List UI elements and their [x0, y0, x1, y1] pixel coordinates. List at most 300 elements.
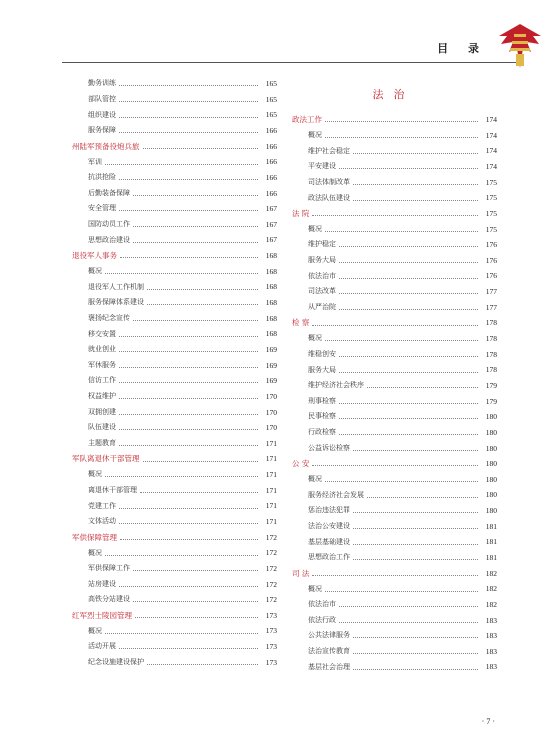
toc-entry[interactable]	[70, 295, 277, 311]
toc-entry[interactable]	[70, 185, 277, 201]
dot-leader	[133, 570, 258, 571]
toc-entry[interactable]	[290, 159, 497, 175]
toc-entry[interactable]	[290, 644, 497, 660]
toc-entry-page: 168	[265, 313, 277, 323]
dot-leader	[119, 117, 258, 118]
toc-entry-page: 168	[265, 298, 277, 308]
toc-entry-label: 司法体制改革	[308, 177, 350, 186]
toc-left-column	[70, 76, 277, 670]
dot-leader	[120, 539, 258, 540]
dot-leader	[353, 512, 478, 513]
toc-entry-page: 166	[265, 141, 277, 151]
dot-leader	[119, 85, 258, 86]
toc-category-entry[interactable]	[70, 248, 277, 264]
toc-entry-label: 国防动员工作	[88, 220, 130, 229]
dot-leader	[325, 481, 478, 482]
toc-entry-label: 从严治院	[308, 303, 336, 311]
dot-leader	[147, 664, 258, 665]
toc-entry[interactable]	[70, 545, 277, 561]
toc-entry-page: 167	[265, 204, 277, 214]
toc-entry[interactable]	[70, 279, 277, 295]
dot-leader	[143, 148, 259, 149]
dot-leader	[147, 289, 258, 290]
toc-entry-page: 180	[485, 443, 497, 453]
toc-entry-label: 司 法	[292, 568, 310, 578]
toc-entry-page: 183	[485, 662, 497, 672]
dot-leader	[353, 200, 478, 201]
toc-entry-page: 172	[265, 563, 277, 573]
toc-entry-page: 174	[485, 146, 497, 156]
toc-entry-page: 171	[265, 454, 277, 464]
dot-leader	[325, 340, 478, 341]
toc-entry-label: 活动开展	[88, 642, 116, 651]
dot-leader	[325, 121, 478, 122]
toc-entry-page: 166	[265, 188, 277, 198]
dot-leader	[119, 586, 258, 587]
toc-category-entry[interactable]	[70, 608, 277, 624]
toc-entry-label: 离退休干部管理	[88, 485, 137, 494]
toc-entry-label: 文体活动	[88, 517, 116, 526]
toc-entry-label: 权益维护	[88, 392, 116, 401]
dot-leader	[119, 210, 258, 211]
toc-entry-page: 171	[265, 501, 277, 511]
toc-entry-label: 服务经济社会发展	[308, 490, 364, 499]
dot-leader	[133, 242, 258, 243]
dot-leader	[119, 351, 258, 352]
dot-leader	[312, 215, 478, 216]
toc-entry-page: 171	[265, 485, 277, 495]
toc-entry[interactable]	[70, 358, 277, 374]
toc-entry[interactable]	[290, 487, 497, 503]
toc-entry-label: 站房建设	[88, 579, 116, 588]
toc-entry-page: 183	[485, 615, 497, 625]
toc-entry-label: 后勤装备保障	[88, 188, 130, 197]
toc-entry-page: 181	[485, 553, 497, 562]
dot-leader	[133, 601, 258, 602]
toc-entry-page: 175	[485, 193, 497, 203]
toc-entry-page: 173	[265, 626, 277, 636]
toc-category-entry[interactable]	[290, 112, 497, 128]
toc-entry-label: 州陆军预备役炮兵旅	[72, 141, 140, 151]
dot-leader	[119, 336, 258, 337]
toc-entry[interactable]	[70, 92, 277, 108]
toc-entry-page: 168	[265, 329, 277, 339]
dot-leader	[339, 293, 478, 294]
toc-entry-label: 概况	[308, 224, 322, 233]
dot-leader	[339, 278, 478, 279]
dot-leader	[353, 450, 478, 451]
toc-entry-label: 公 安	[292, 459, 310, 469]
toc-entry-label: 服务大局	[308, 365, 336, 374]
toc-entry-label: 队伍建设	[88, 423, 116, 432]
toc-entry[interactable]	[70, 467, 277, 483]
dot-leader	[147, 304, 258, 305]
dot-leader	[119, 367, 258, 368]
toc-entry[interactable]	[290, 284, 497, 300]
toc-entry[interactable]	[70, 264, 277, 280]
toc-entry-label: 纪念设施建设保护	[88, 658, 144, 667]
dot-leader	[339, 372, 478, 373]
toc-entry[interactable]	[290, 253, 497, 269]
dot-leader	[339, 356, 478, 357]
toc-entry-label: 移交安置	[88, 329, 116, 338]
dot-leader	[312, 575, 478, 576]
dot-leader	[339, 622, 478, 623]
toc-entry-label: 概况	[308, 130, 322, 139]
toc-entry-label: 概况	[308, 584, 322, 593]
toc-entry-page: 175	[485, 224, 497, 234]
toc-entry-label: 思想政治工作	[308, 553, 350, 562]
toc-entry-label: 退役军人事务	[72, 251, 117, 261]
toc-category-entry[interactable]	[290, 315, 497, 331]
dot-leader	[119, 414, 258, 415]
toc-entry[interactable]	[290, 331, 497, 347]
dot-leader	[353, 528, 478, 529]
toc-entry-label: 部队管控	[88, 94, 116, 103]
dot-leader	[339, 418, 478, 419]
dot-leader	[339, 309, 478, 310]
toc-entry-label: 军供保障管理	[72, 532, 117, 542]
toc-entry[interactable]	[290, 190, 497, 206]
toc-entry[interactable]	[70, 561, 277, 577]
toc-entry-label: 法治宣传教育	[308, 647, 350, 656]
toc-entry-page: 170	[265, 407, 277, 417]
toc-entry-page: 168	[265, 282, 277, 292]
toc-entry[interactable]	[290, 550, 497, 566]
toc-entry-page: 172	[265, 532, 277, 542]
toc-entry[interactable]	[290, 613, 497, 629]
toc-entry-label: 惩治违法犯罪	[308, 506, 350, 515]
toc-entry[interactable]	[290, 378, 497, 394]
toc-entry-page: 177	[485, 287, 497, 297]
toc-category-entry[interactable]	[290, 566, 497, 582]
toc-entry-page: 175	[485, 177, 497, 187]
dot-leader	[119, 429, 258, 430]
toc-entry[interactable]	[290, 237, 497, 253]
dot-leader	[367, 497, 478, 498]
toc-entry[interactable]	[290, 221, 497, 237]
toc-entry-page: 172	[265, 579, 277, 589]
toc-entry-page: 180	[485, 427, 497, 437]
toc-entry-page: 171	[265, 470, 277, 480]
toc-entry-label: 政法队伍建设	[308, 193, 350, 202]
toc-entry[interactable]	[70, 76, 277, 92]
toc-entry-page: 167	[265, 235, 277, 245]
dot-leader	[140, 492, 258, 493]
toc-entry[interactable]	[290, 362, 497, 378]
toc-entry-page: 166	[265, 172, 277, 182]
dot-leader	[353, 653, 478, 654]
dot-leader	[312, 465, 478, 466]
toc-entry-label: 概况	[308, 334, 322, 343]
toc-entry[interactable]	[70, 232, 277, 248]
toc-entry-page: 176	[485, 240, 497, 250]
toc-entry[interactable]	[70, 436, 277, 452]
dot-leader	[325, 231, 478, 232]
toc-entry[interactable]	[290, 597, 497, 613]
toc-entry-label: 概况	[88, 626, 102, 635]
dot-leader	[119, 101, 258, 102]
dot-leader	[143, 461, 259, 462]
toc-entry-label: 行政检察	[308, 428, 336, 437]
toc-entry-page: 169	[265, 360, 277, 370]
page-number: · 7 ·	[481, 717, 495, 726]
toc-section-heading: 法治	[372, 87, 415, 101]
toc-category-entry[interactable]	[70, 139, 277, 155]
dot-leader	[353, 153, 478, 154]
dot-leader	[120, 257, 258, 258]
toc-entry-page: 169	[265, 376, 277, 386]
dot-leader	[119, 398, 258, 399]
toc-entry-page: 180	[485, 506, 497, 516]
toc-entry-page: 171	[265, 438, 277, 448]
toc-right-column	[290, 76, 497, 675]
toc-entry[interactable]	[70, 404, 277, 420]
dot-leader	[135, 617, 258, 618]
toc-entry-label: 概况	[88, 548, 102, 557]
toc-entry[interactable]	[70, 639, 277, 655]
toc-entry[interactable]	[70, 623, 277, 639]
toc-category-entry[interactable]	[290, 456, 497, 472]
toc-entry-label: 服务大局	[308, 256, 336, 265]
toc-entry-label: 党建工作	[88, 501, 116, 510]
toc-entry-label: 军供保障工作	[88, 564, 130, 573]
toc-entry-label: 基层社会治理	[308, 662, 350, 671]
running-header-title: 目 录	[437, 42, 487, 55]
toc-entry-label: 信访工作	[88, 376, 116, 385]
toc-entry[interactable]	[70, 342, 277, 358]
toc-entry[interactable]	[290, 268, 497, 284]
toc-entry-page: 172	[265, 595, 277, 605]
toc-entry-page: 173	[265, 642, 277, 652]
toc-entry-label: 勤务训练	[88, 79, 116, 88]
toc-entry-label: 依法治市	[308, 271, 336, 280]
toc-entry-label: 军训	[88, 157, 102, 166]
dot-leader	[133, 195, 258, 196]
toc-entry[interactable]	[290, 519, 497, 535]
dot-leader	[119, 132, 258, 133]
toc-entry-page: 181	[485, 521, 497, 531]
toc-entry-page: 178	[485, 365, 497, 375]
toc-entry-label: 维护稳定	[308, 240, 336, 249]
toc-entry-label: 思想政治建设	[88, 235, 130, 244]
toc-entry-label: 安全管理	[88, 204, 116, 213]
toc-entry-label: 双拥创建	[88, 407, 116, 416]
toc-entry[interactable]	[290, 628, 497, 644]
toc-category-entry[interactable]	[70, 451, 277, 467]
dot-leader	[339, 262, 478, 263]
dot-leader	[119, 179, 258, 180]
dot-leader	[339, 403, 478, 404]
toc-entry-label: 军休服务	[88, 360, 116, 369]
toc-entry-page: 170	[265, 391, 277, 401]
dot-leader	[339, 434, 478, 435]
toc-entry-label: 就业创业	[88, 345, 116, 354]
toc-entry-page: 180	[485, 412, 497, 422]
toc-entry[interactable]	[70, 483, 277, 499]
toc-entry-page: 180	[485, 474, 497, 484]
toc-entry-label: 法 院	[292, 208, 310, 218]
toc-entry-page: 166	[265, 125, 277, 135]
toc-entry[interactable]	[290, 143, 497, 159]
toc-entry-label: 红军烈士陵园管理	[72, 610, 132, 620]
toc-entry-page: 174	[485, 161, 497, 171]
toc-entry[interactable]	[290, 425, 497, 441]
toc-entry[interactable]	[70, 577, 277, 593]
toc-entry-page: 176	[485, 255, 497, 265]
dot-leader	[339, 246, 478, 247]
toc-entry-label: 依法行政	[308, 615, 336, 624]
toc-entry[interactable]	[70, 154, 277, 170]
dot-leader	[133, 320, 258, 321]
toc-entry[interactable]	[70, 326, 277, 342]
toc-entry-page: 168	[265, 251, 277, 261]
dot-leader	[105, 633, 258, 634]
toc-entry[interactable]	[290, 472, 497, 488]
toc-entry[interactable]	[70, 373, 277, 389]
dot-leader	[353, 669, 478, 670]
dot-leader	[105, 273, 258, 274]
toc-entry-label: 平安建设	[308, 162, 336, 171]
toc-entry[interactable]	[290, 394, 497, 410]
toc-entry[interactable]	[290, 534, 497, 550]
toc-entry-page: 170	[265, 423, 277, 433]
dot-leader	[353, 184, 478, 185]
dot-leader	[119, 508, 258, 509]
toc-entry-label: 公共法律服务	[308, 631, 350, 640]
toc-entry-label: 概况	[88, 267, 102, 275]
toc-category-entry[interactable]	[70, 530, 277, 546]
toc-entry-page: 178	[485, 349, 497, 359]
dot-leader	[312, 325, 478, 326]
toc-entry[interactable]	[290, 128, 497, 144]
toc-entry-label: 高铁分站建设	[88, 595, 130, 604]
toc-entry[interactable]	[70, 201, 277, 217]
toc-entry-page: 177	[485, 302, 497, 312]
toc-entry-page: 165	[265, 79, 277, 89]
toc-entry-page: 178	[485, 334, 497, 344]
dot-leader	[119, 648, 258, 649]
toc-entry[interactable]	[290, 581, 497, 597]
toc-entry[interactable]	[70, 123, 277, 139]
toc-entry-label: 褒扬纪念宣传	[88, 313, 130, 322]
toc-entry[interactable]	[290, 440, 497, 456]
toc-entry[interactable]	[70, 217, 277, 233]
dot-leader	[325, 137, 478, 138]
dot-leader	[353, 637, 478, 638]
toc-entry[interactable]	[290, 409, 497, 425]
toc-entry-page: 176	[485, 271, 497, 281]
toc-entry[interactable]	[70, 389, 277, 405]
toc-entry-page: 174	[485, 130, 497, 140]
toc-entry-page: 168	[265, 266, 277, 276]
toc-entry[interactable]	[290, 347, 497, 363]
toc-entry-page: 180	[485, 459, 497, 469]
toc-entry[interactable]	[290, 503, 497, 519]
toc-entry[interactable]	[70, 514, 277, 530]
header-rule	[62, 62, 517, 63]
toc-entry-label: 民事检察	[308, 412, 336, 421]
toc-entry-page: 165	[265, 110, 277, 120]
toc-entry-page: 182	[485, 568, 497, 578]
toc-entry-page: 179	[485, 396, 497, 406]
toc-entry-page: 179	[485, 380, 497, 390]
dot-leader	[119, 382, 258, 383]
dot-leader	[105, 476, 258, 477]
toc-entry-page: 171	[265, 517, 277, 526]
toc-entry-page: 172	[265, 548, 277, 558]
toc-entry[interactable]	[70, 311, 277, 327]
dot-leader	[105, 164, 258, 165]
toc-entry-label: 概况	[88, 470, 102, 479]
toc-entry-label: 抗洪抢险	[88, 173, 116, 182]
toc-entry-page: 167	[265, 219, 277, 229]
toc-entry-page: 175	[485, 208, 497, 218]
toc-entry[interactable]	[70, 498, 277, 514]
toc-entry-page: 181	[485, 537, 497, 547]
toc-entry-label: 组织建设	[88, 110, 116, 119]
toc-entry-page: 183	[485, 646, 497, 656]
toc-entry-page: 173	[265, 610, 277, 620]
toc-entry-label: 法治公安建设	[308, 521, 350, 530]
toc-entry-page: 178	[485, 318, 497, 328]
toc-entry[interactable]	[290, 300, 497, 316]
toc-entry[interactable]	[290, 175, 497, 191]
dot-leader	[367, 387, 478, 388]
dot-leader	[119, 445, 258, 446]
toc-entry-label: 刑事检察	[308, 396, 336, 405]
toc-entry-page: 180	[485, 490, 497, 500]
toc-entry-page: 166	[265, 157, 277, 167]
toc-entry[interactable]	[70, 170, 277, 186]
toc-entry-page: 182	[485, 599, 497, 609]
toc-entry-page: 173	[265, 657, 277, 667]
toc-entry[interactable]	[290, 659, 497, 675]
toc-entry-label: 检 察	[292, 318, 310, 328]
toc-category-entry[interactable]	[290, 206, 497, 222]
dot-leader	[339, 168, 478, 169]
toc-entry[interactable]	[70, 107, 277, 123]
toc-entry-label: 服务保障体系建设	[88, 298, 144, 307]
toc-entry-label: 依法治市	[308, 600, 336, 609]
toc-entry[interactable]	[70, 420, 277, 436]
toc-entry-page: 183	[485, 631, 497, 641]
toc-entry-label: 基层基础建设	[308, 537, 350, 546]
toc-entry-label: 维护社会稳定	[308, 146, 350, 155]
toc-entry-label: 退役军人工作机制	[88, 282, 144, 291]
toc-entry[interactable]	[70, 655, 277, 671]
toc-entry-label: 司法改革	[308, 287, 336, 296]
toc-entry-label: 维护经济社会秩序	[308, 381, 364, 390]
dot-leader	[325, 591, 478, 592]
dot-leader	[353, 559, 478, 560]
toc-entry-label: 维稳创安	[308, 349, 336, 358]
toc-entry-page: 182	[485, 584, 497, 594]
toc-entry-label: 主题教育	[88, 439, 116, 448]
dot-leader	[133, 226, 258, 227]
pagoda-emblem-icon	[497, 22, 543, 70]
toc-entry-label: 概况	[308, 475, 322, 484]
dot-leader	[353, 544, 478, 545]
dot-leader	[105, 555, 258, 556]
toc-entry-label: 服务保障	[88, 126, 116, 135]
toc-entry-page: 165	[265, 94, 277, 104]
toc-entry-page: 169	[265, 344, 277, 354]
toc-entry[interactable]	[70, 592, 277, 608]
toc-entry-label: 军队离退休干部管理	[72, 454, 140, 464]
toc-entry-label: 公益诉讼检察	[308, 443, 350, 452]
dot-leader	[119, 523, 258, 524]
